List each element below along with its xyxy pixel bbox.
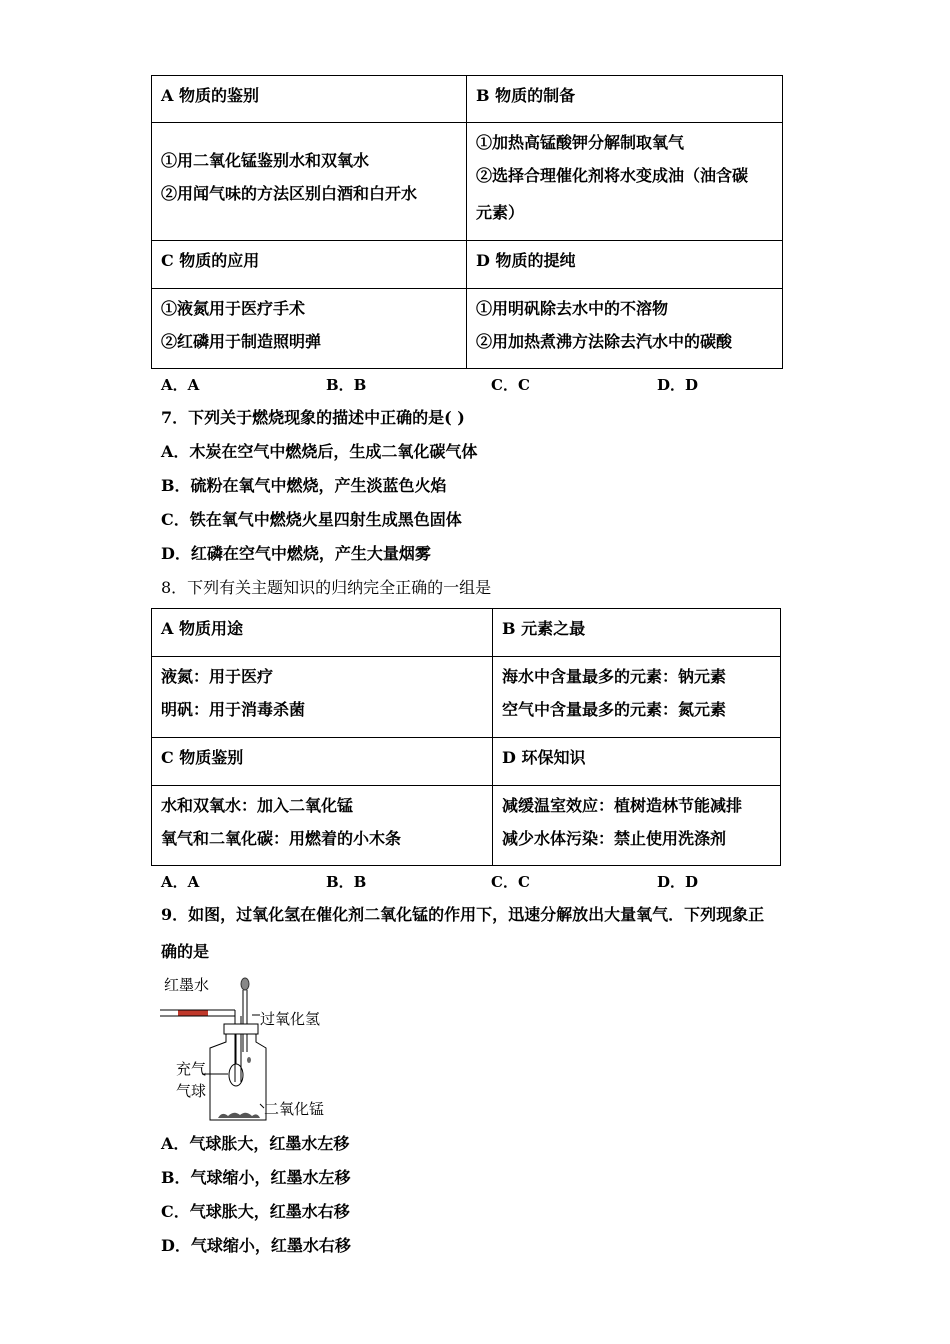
q7-option-c[interactable]: C．铁在氧气中燃烧火星四射生成黑色固体 (161, 510, 462, 529)
q8-option-a[interactable]: A．A (161, 873, 200, 891)
table1-d-header: D 物质的提纯 (476, 251, 576, 270)
q9-option-d[interactable]: D．气球缩小，红墨水右移 (161, 1236, 351, 1255)
table2-a-line-1: 液氮：用于医疗 (161, 667, 274, 686)
table2-b-header: B 元素之最 (502, 619, 586, 638)
table2-b-line-2: 空气中含量最多的元素：氮元素 (502, 700, 727, 719)
table1-b-line-1: ①加热高锰酸钾分解制取氧气 (476, 133, 685, 152)
q8-option-b[interactable]: B．B (326, 873, 367, 891)
table2-d-line-1: 减缓温室效应：植树造林节能减排 (502, 796, 743, 815)
q9-stem-line-2: 确的是 (161, 942, 210, 961)
label-h2o2: 过氧化氢 (260, 1010, 321, 1028)
q7-option-d[interactable]: D．红磷在空气中燃烧，产生大量烟雾 (161, 544, 431, 563)
q6-option-d[interactable]: D．D (657, 376, 699, 394)
bottle (210, 1034, 266, 1120)
table1-c-header: C 物质的应用 (161, 251, 260, 270)
q7-option-b[interactable]: B．硫粉在氧气中燃烧，产生淡蓝色火焰 (161, 476, 447, 495)
q9-option-b[interactable]: B．气球缩小，红墨水左移 (161, 1168, 351, 1187)
q8-option-c[interactable]: C．C (491, 873, 530, 891)
label-balloon-1: 充气 (176, 1060, 207, 1078)
red-ink-column (178, 1011, 208, 1016)
q7-stem: 7．下列关于燃烧现象的描述中正确的是( ) (161, 408, 465, 427)
table1-c-line-1: ①液氮用于医疗手术 (161, 299, 306, 318)
q9-option-c[interactable]: C．气球胀大，红墨水右移 (161, 1202, 350, 1221)
table1-b-header: B 物质的制备 (476, 86, 576, 105)
q6-option-c[interactable]: C．C (491, 376, 530, 394)
table2-d-line-2: 减少水体污染：禁止使用洗涤剂 (502, 829, 727, 848)
q8-stem: 8．下列有关主题知识的归纳完全正确的一组是 (161, 578, 492, 597)
q9-stem-line-1: 9．如图，过氧化氢在催化剂二氧化锰的作用下，迅速分解放出大量氧气．下列现象正 (161, 905, 765, 924)
table2-b-line-1: 海水中含量最多的元素：钠元素 (502, 667, 727, 686)
table2-a-line-2: 明矾：用于消毒杀菌 (161, 700, 306, 719)
table1-a-line-1: ①用二氧化锰鉴别水和双氧水 (161, 151, 370, 170)
label-mno2: 二氧化锰 (264, 1100, 325, 1118)
q6-option-a[interactable]: A．A (161, 376, 200, 394)
table2-d-header: D 环保知识 (502, 748, 586, 767)
apparatus-figure (160, 972, 350, 1124)
table2-c-line-1: 水和双氧水：加入二氧化锰 (161, 796, 354, 815)
table1-a-header: A 物质的鉴别 (161, 86, 259, 105)
stopper (224, 1024, 258, 1034)
label-red-ink: 红墨水 (164, 976, 210, 994)
q9-option-a[interactable]: A．气球胀大，红墨水左移 (161, 1134, 350, 1153)
table2-a-header: A 物质用途 (161, 619, 243, 638)
q8-option-d[interactable]: D．D (657, 873, 699, 891)
q7-option-a[interactable]: A．木炭在空气中燃烧后，生成二氧化碳气体 (161, 442, 478, 461)
dropper-bulb (241, 978, 249, 990)
q6-option-b[interactable]: B．B (326, 376, 367, 394)
table1-d-line-1: ①用明矾除去水中的不溶物 (476, 299, 669, 318)
table1-b-line-3: 元素） (476, 203, 525, 222)
label-balloon-2: 气球 (176, 1082, 207, 1100)
droplet (247, 1057, 251, 1063)
table1-b-line-2: ②选择合理催化剂将水变成油（油含碳 (476, 166, 749, 185)
table1-c-line-2: ②红磷用于制造照明弹 (161, 332, 322, 351)
table2-c-header: C 物质鉴别 (161, 748, 244, 767)
mno2-powder (218, 1113, 260, 1118)
table1-a-line-2: ②用闻气味的方法区别白酒和白开水 (161, 184, 418, 203)
table2-c-line-2: 氧气和二氧化碳：用燃着的小木条 (161, 829, 402, 848)
table1-d-line-2: ②用加热煮沸方法除去汽水中的碳酸 (476, 332, 733, 351)
